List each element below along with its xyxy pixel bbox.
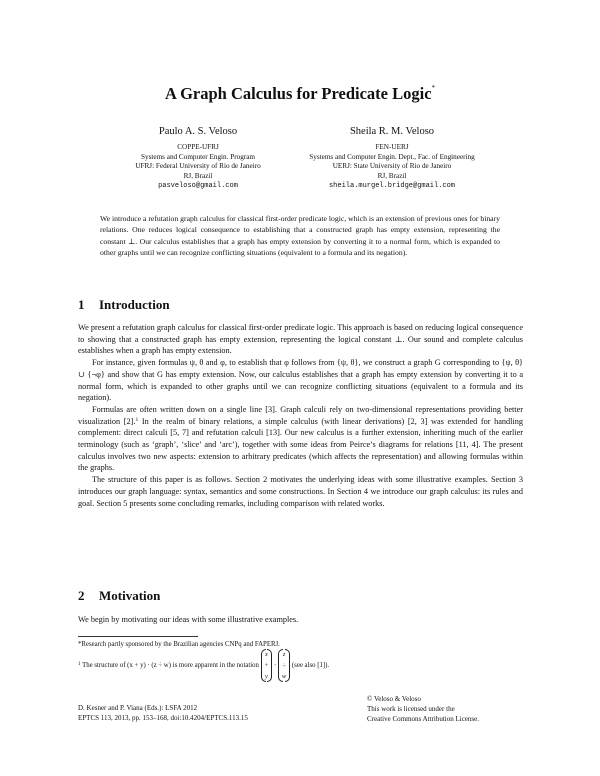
title-footnote-mark: * bbox=[431, 84, 436, 92]
section-heading-introduction bbox=[78, 297, 170, 313]
matrix-cell: ÷ bbox=[282, 662, 286, 669]
author-block-2 bbox=[262, 126, 522, 192]
introduction-body bbox=[78, 322, 523, 509]
matrix-cell: z bbox=[282, 651, 286, 658]
title-text: A Graph Calculus for Predicate Logic bbox=[164, 84, 432, 103]
footnote-ref[interactable]: 1 bbox=[135, 416, 139, 423]
author-affiliation-line: RJ, Brazil bbox=[377, 171, 407, 180]
footnote-text: The structure of (x + y) · (z ÷ w) is more apparent in the notation bbox=[82, 662, 259, 670]
matrix-cell: w bbox=[281, 673, 287, 680]
author-name: Paulo A. S. Veloso bbox=[158, 126, 238, 137]
footnote-text[interactable]: (see also [1]). bbox=[291, 662, 330, 670]
footnote-1 bbox=[78, 649, 329, 682]
abstract: We introduce a refutation graph calculus for classical first-order predicate logic, which is an extension of previous ones for binary relations. One reduces logical consequence to establishing that a constructed graph has empty extension, representing the constant ⊥. Our calculus establishes that a graph has empty extension by converting it to a normal form, which is expanded to other graphs until we can recognize conflicting situations (equivalent to a formula and its negation). bbox=[100, 214, 500, 258]
paper-title bbox=[0, 84, 600, 104]
footnote-rule bbox=[78, 636, 198, 637]
paragraph: For instance, given formulas ψ, θ and φ, to establish that φ follows from {ψ, θ}, we construct a graph G corresponding to {ψ, θ} ∪ {¬φ} and show that G has empty extension. Now, our calculus establishes that a graph has empty extension by converting it to a normal form, which is expanded to other graphs until we can recognize conflicting situations (equivalent to a formula and its negation). bbox=[78, 358, 523, 403]
copyright-line: © Veloso & Veloso bbox=[367, 695, 421, 703]
author-email[interactable]: pasveloso@gmail.com bbox=[158, 182, 238, 191]
publication-line[interactable]: EPTCS 113, 2013, pp. 153–168, doi:10.4204/EPTCS.113.15 bbox=[78, 714, 248, 722]
publication-info bbox=[78, 703, 248, 723]
author-affiliation-line: UFRJ: Federal University of Rio de Janeiro bbox=[135, 162, 261, 171]
author-affiliation-line: RJ, Brazil bbox=[183, 171, 213, 180]
author-email[interactable]: sheila.murgel.bridge@gmail.com bbox=[328, 182, 456, 191]
section-number: 1 bbox=[78, 297, 85, 312]
publication-line: D. Kesner and P. Viana (Eds.): LSFA 2012 bbox=[78, 704, 198, 712]
footnote-mark: 1 bbox=[78, 662, 81, 668]
matrix-cell: + bbox=[264, 662, 269, 669]
author-name: Sheila R. M. Veloso bbox=[349, 126, 435, 137]
paragraph-text: In the realm of binary relations, a simple calculus (with linear derivations) [2, 3] was extended for handling complement: direct calculi [5, 7] and refutation calculi [13]. Our new calculus is a further extension, inheriting much of the earlier terminology (such as ‘graph’, ‘slice’ and ‘arc’), together with some ideas from Peirce’s diagrams for relations [11, 4]. The present calculus involves two new aspects: extension to arbitrary predicates (which affects the representation) and allowing formulas within the graphs. bbox=[78, 416, 523, 473]
section-title: Motivation bbox=[99, 588, 161, 603]
section-heading-motivation bbox=[78, 588, 160, 604]
motivation-body bbox=[78, 614, 523, 626]
author-affiliation-line: Systems and Computer Engin. Dept., Fac. of Engineering bbox=[309, 152, 475, 161]
matrix-right bbox=[278, 649, 290, 682]
paragraph: We present a refutation graph calculus for classical first-order predicate logic. This approach is based on reducing logical consequence to showing that a constructed graph has empty extension, representing the logical constant ⊥. Our sound and complete calculus establishes when a graph has empty extension. bbox=[78, 323, 523, 356]
license-line: This work is licensed under the bbox=[367, 705, 455, 713]
matrix-operator: · bbox=[273, 662, 277, 670]
author-affiliation-line: COPPE-UFRJ bbox=[177, 143, 219, 151]
paragraph: The structure of this paper is as follows. Section 2 motivates the underlying ideas with some illustrative examples. Section 3 introduces our graph language: syntax, semantics and some constructions. In Section 4 we introduce our graph calculus: its rules and goal. Section 5 presents some concluding remarks, including comparison with related works. bbox=[78, 475, 523, 508]
footnote-star: *Research partly sponsored by the Brazilian agencies CNPq and FAPERJ. bbox=[78, 641, 280, 648]
paragraph: We begin by motivating our ideas with some illustrative examples. bbox=[78, 615, 299, 624]
matrix-left bbox=[261, 649, 273, 682]
paragraph-text: Formulas are often written down on a single line [3]. Graph calculi rely on two-dimensional representations providing better visualization [2]. bbox=[78, 404, 523, 426]
section-number: 2 bbox=[78, 588, 85, 603]
author-affiliation-line: UERJ: State University of Rio de Janeiro bbox=[332, 162, 452, 171]
paragraph bbox=[78, 404, 523, 474]
author-affiliation-line: Systems and Computer Engin. Program bbox=[141, 152, 255, 161]
matrix-cell: x bbox=[265, 651, 268, 658]
author-affiliation-line: FEN-UERJ bbox=[375, 143, 409, 151]
license-link[interactable]: Creative Commons Attribution License. bbox=[367, 715, 479, 723]
section-title: Introduction bbox=[99, 297, 170, 312]
matrix-cell: y bbox=[265, 673, 268, 680]
license-info bbox=[367, 694, 479, 724]
